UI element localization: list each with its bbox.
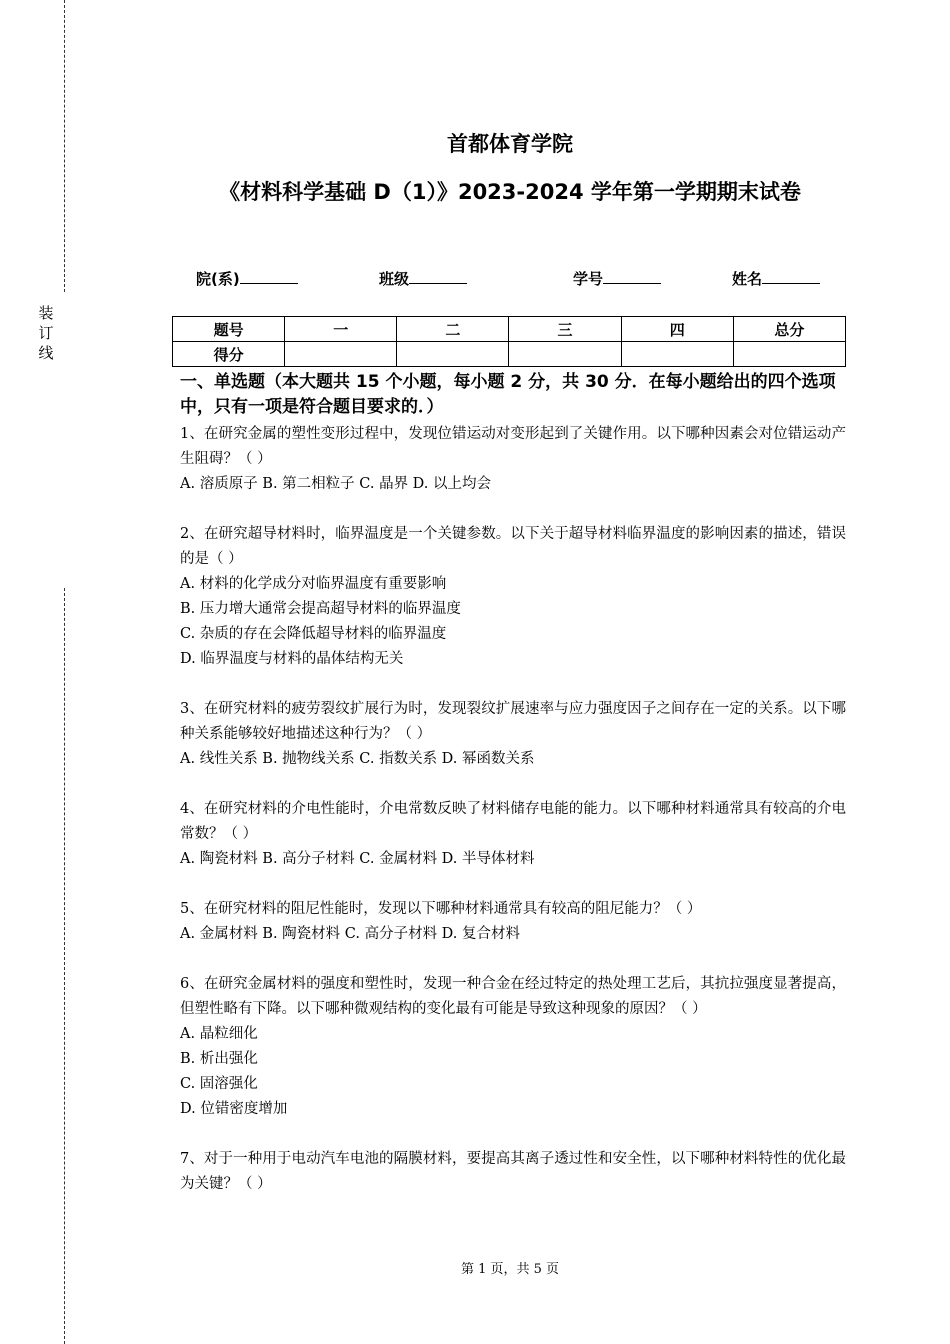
score-table-score-row	[173, 342, 846, 367]
score-cell: 二	[397, 317, 509, 342]
question-option: D. 位错密度增加	[180, 1101, 288, 1117]
score-cell: 得分	[173, 342, 285, 367]
class-label: 班级	[379, 270, 410, 288]
department-label: 院(系)	[196, 270, 240, 288]
student-id-blank[interactable]	[603, 268, 661, 284]
question-option: A. 材料的化学成分对临界温度有重要影响	[180, 576, 447, 592]
department-blank[interactable]	[240, 268, 298, 284]
class-field[interactable]	[379, 268, 467, 289]
question-5	[180, 897, 846, 947]
score-input-cell[interactable]	[733, 342, 845, 367]
exam-title: 《材料科学基础 D（1）》2023-2024 学年第一学期期末试卷	[219, 180, 801, 204]
question-stem: 6、在研究金属材料的强度和塑性时，发现一种合金在经过特定的热处理工艺后，其抗拉强度显著提高，但塑性略有下降。以下哪种微观结构的变化最有可能是导致这种现象的原因？（ ）	[180, 976, 846, 1017]
question-option: A. 晶粒细化	[180, 1026, 258, 1042]
binding-dashed-line-bottom	[64, 588, 65, 1344]
score-cell: 三	[509, 317, 621, 342]
binding-char: 线	[38, 344, 54, 362]
student-id-field[interactable]	[573, 268, 661, 289]
score-input-cell[interactable]	[621, 342, 733, 367]
question-option: D. 临界温度与材料的晶体结构无关	[180, 651, 404, 667]
question-stem: 7、对于一种用于电动汽车电池的隔膜材料，要提高其离子透过性和安全性，以下哪种材料特性的优化最为关键？（ ）	[180, 1151, 846, 1192]
question-1	[180, 422, 846, 497]
score-input-cell[interactable]	[509, 342, 621, 367]
question-4	[180, 797, 846, 872]
question-option: C. 杂质的存在会降低超导材料的临界温度	[180, 626, 447, 642]
score-cell: 四	[621, 317, 733, 342]
question-6	[180, 972, 846, 1122]
binding-line-label	[36, 303, 56, 363]
question-stem: 4、在研究材料的介电性能时，介电常数反映了材料储存电能的能力。以下哪种材料通常具有较高的介电常数？（ ）	[180, 801, 846, 842]
question-option: B. 析出强化	[180, 1051, 258, 1067]
question-stem: 1、在研究金属的塑性变形过程中，发现位错运动对变形起到了关键作用。以下哪种因素会对位错运动产生阻碍？（ ）	[180, 426, 846, 467]
question-stem: 2、在研究超导材料时，临界温度是一个关键参数。以下关于超导材料临界温度的影响因素的描述，错误的是（ ）	[180, 526, 846, 567]
question-option: B. 压力增大通常会提高超导材料的临界温度	[180, 601, 461, 617]
exam-content	[180, 370, 846, 1222]
question-stem: 5、在研究材料的阻尼性能时，发现以下哪种材料通常具有较高的阻尼能力？（ ）	[180, 901, 702, 917]
question-stem: 3、在研究材料的疲劳裂纹扩展行为时，发现裂纹扩展速率与应力强度因子之间存在一定的关系。以下哪种关系能够较好地描述这种行为？（ ）	[180, 701, 846, 742]
name-field[interactable]	[732, 268, 820, 289]
score-cell: 总分	[733, 317, 845, 342]
section-heading: 一、单选题（本大题共 15 个小题，每小题 2 分，共 30 分．在每小题给出的四个选项中，只有一项是符合题目要求的．）	[180, 372, 836, 417]
score-cell: 一	[285, 317, 397, 342]
question-option: A. 陶瓷材料 B. 高分子材料 C. 金属材料 D. 半导体材料	[180, 851, 535, 867]
score-input-cell[interactable]	[285, 342, 397, 367]
question-option: A. 溶质原子 B. 第二相粒子 C. 晶界 D. 以上均会	[180, 476, 492, 492]
binding-char: 装	[38, 304, 54, 322]
class-blank[interactable]	[409, 268, 467, 284]
department-field[interactable]	[196, 268, 298, 289]
binding-char: 订	[38, 324, 54, 342]
score-cell: 题号	[173, 317, 285, 342]
name-label: 姓名	[732, 270, 763, 288]
question-option: A. 金属材料 B. 陶瓷材料 C. 高分子材料 D. 复合材料	[180, 926, 521, 942]
page-footer: 第 1 页，共 5 页	[460, 1262, 560, 1277]
score-table-header-row	[173, 317, 846, 342]
score-input-cell[interactable]	[397, 342, 509, 367]
school-title: 首都体育学院	[447, 132, 573, 156]
question-2	[180, 522, 846, 672]
question-3	[180, 697, 846, 772]
question-option: C. 固溶强化	[180, 1076, 258, 1092]
question-7	[180, 1147, 846, 1197]
name-blank[interactable]	[762, 268, 820, 284]
score-table	[172, 316, 846, 367]
question-option: A. 线性关系 B. 抛物线关系 C. 指数关系 D. 幂函数关系	[180, 751, 535, 767]
student-id-label: 学号	[573, 270, 604, 288]
